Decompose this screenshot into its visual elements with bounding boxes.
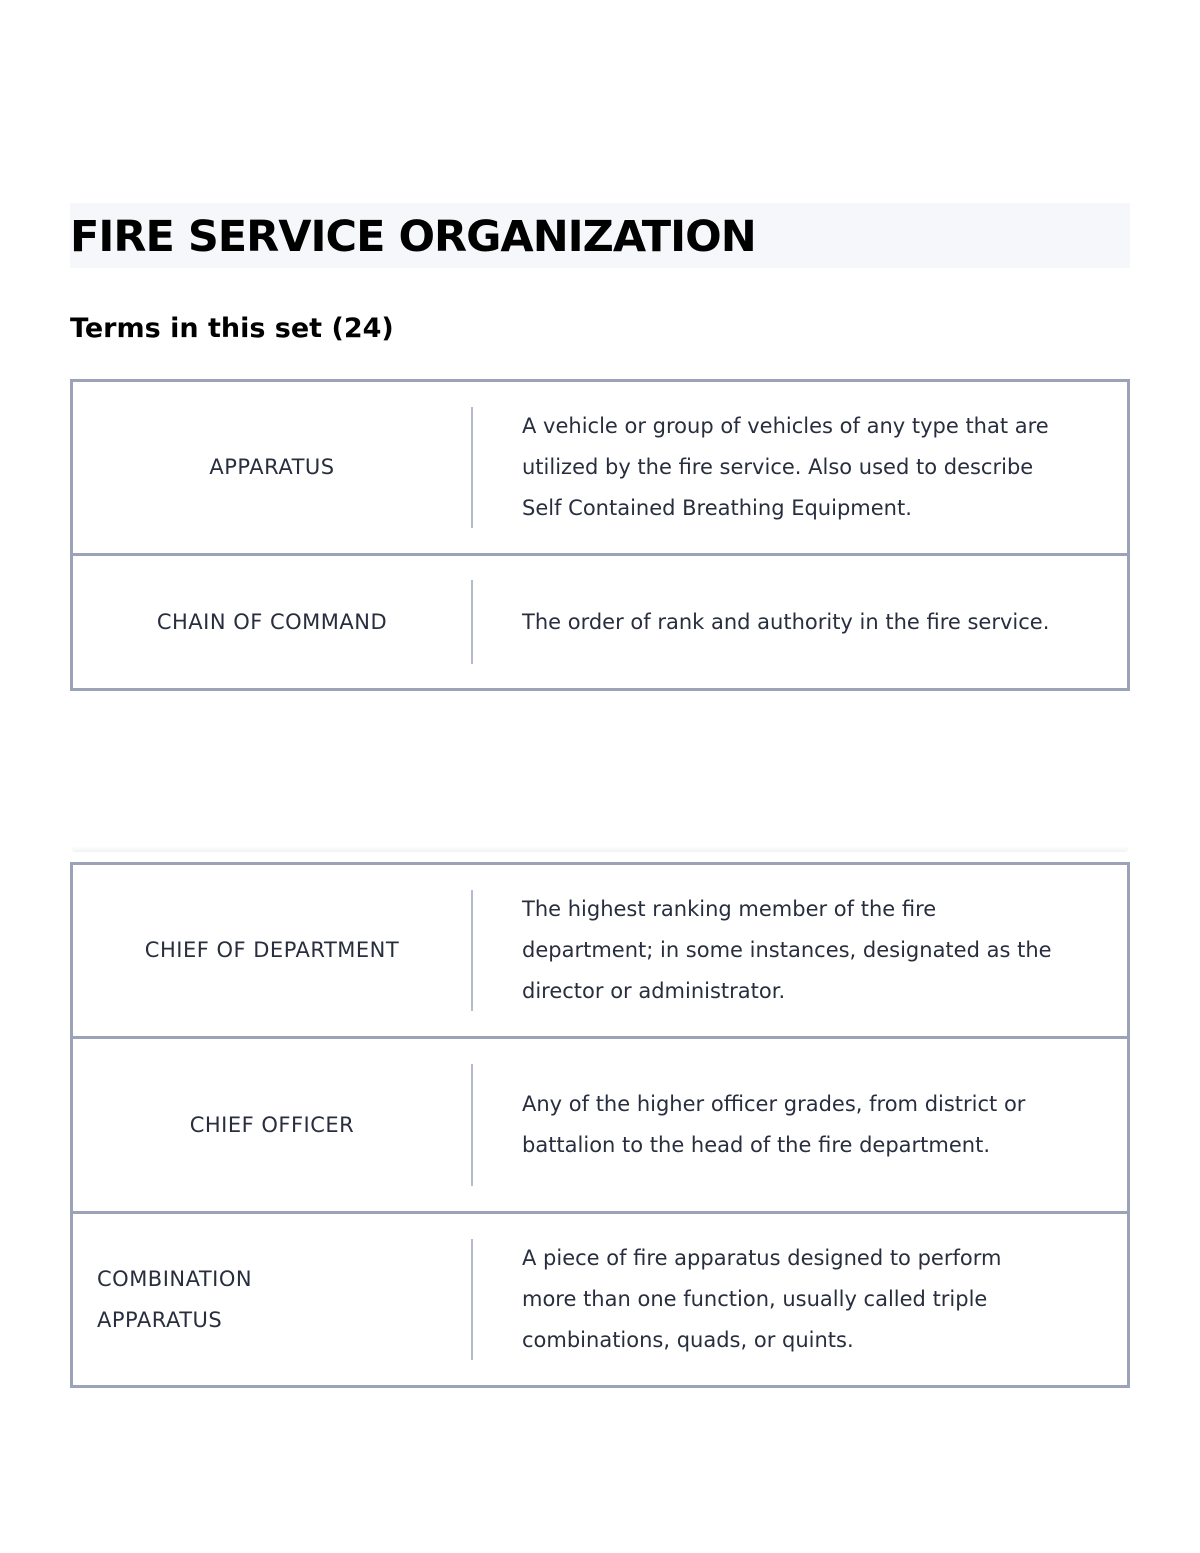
term-card[interactable] xyxy=(70,862,1130,1039)
term-card-group xyxy=(70,379,1130,691)
definition-content: Any of the higher officer grades, from district or battalion to the head of the fire department. xyxy=(522,1092,1026,1157)
terms-count-heading: Terms in this set (24) xyxy=(70,313,394,344)
definition-content: The order of rank and authority in the fire service. xyxy=(522,609,1050,634)
definition-content: A piece of fire apparatus designed to perform more than one function, usually called triple combinations, quads, or quints. xyxy=(522,1246,1002,1352)
term-text: CHIEF OF DEPARTMENT xyxy=(144,938,400,962)
definition-text xyxy=(473,382,1127,553)
term-card[interactable] xyxy=(70,1036,1130,1214)
term-text: APPARATUS xyxy=(209,455,335,479)
definition-content: The highest ranking member of the fire department; in some instances, designated as the director or administrator. xyxy=(522,897,1052,1003)
definition-text xyxy=(473,1214,1127,1385)
term-card[interactable] xyxy=(70,1211,1130,1388)
term-text: CHIEF OFFICER xyxy=(189,1112,355,1137)
term-card[interactable] xyxy=(70,379,1130,556)
definition-text xyxy=(473,865,1127,1036)
definition-content: A vehicle or group of vehicles of any type that are utilized by the fire service. Also used to describe Self Contained Breathing Equipment. xyxy=(522,414,1049,520)
page-title: FIRE SERVICE ORGANIZATION xyxy=(70,212,756,262)
page-break-shadow xyxy=(72,846,1128,852)
definition-text xyxy=(473,556,1127,688)
term-card-group xyxy=(70,862,1130,1388)
definition-text xyxy=(473,1039,1127,1211)
term-card[interactable] xyxy=(70,553,1130,691)
term-text: COMBINATION APPARATUS xyxy=(97,1266,253,1332)
term-text: CHAIN OF COMMAND xyxy=(156,609,388,634)
